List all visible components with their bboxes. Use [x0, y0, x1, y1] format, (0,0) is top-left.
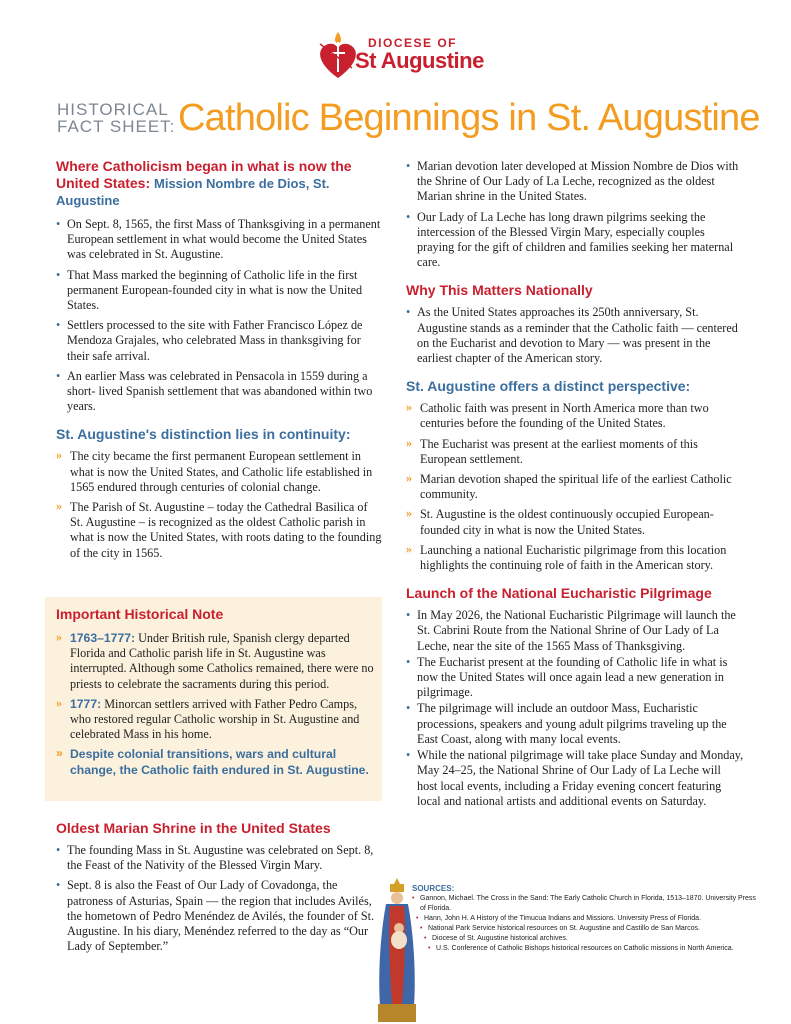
section-heading: Why This Matters Nationally [406, 282, 593, 299]
section-heading: Where Catholicism began in what is now the United States: Mission Nombre de Dios, St. Augustine [56, 158, 352, 208]
sources-label: SOURCES: [412, 884, 455, 893]
source-item: • Diocese of St. Augustine historical archives. [424, 934, 757, 944]
section-oldest-marian-shrine [56, 820, 376, 959]
section-heading: Oldest Marian Shrine in the United States [56, 820, 331, 836]
section-heading: St. Augustine's distinction lies in continuity: [56, 426, 351, 443]
list-item: • While the national pilgrimage will take place Sunday and Monday, May 24–25, the National Shrine of Our Lady of La Leche will host local events, including a Friday evening concert featuring local and national artists and additional events on Saturday. [406, 748, 744, 809]
section-where-catholicism-began [56, 158, 382, 414]
list-item: » 1777: Minorcan settlers arrived with Father Pedro Camps, who restored regular Catholic worship in St. Augustine and celebrated Mass in his home. [56, 697, 376, 743]
list-item: • The Eucharist present at the founding of Catholic life in what is now the United States will once again lead a new generation in pilgrimage. [406, 655, 744, 701]
list-item: • The pilgrimage will include an outdoor Mass, Eucharistic processions, speakers and young adult pilgrims traveling up the East Coast, along with many local events. [406, 701, 744, 747]
list-item: » Marian devotion shaped the spiritual life of the earliest Catholic community. [406, 472, 744, 502]
list-item: • Sept. 8 is also the Feast of Our Lady of Covadonga, the patroness of Asturias, Spain — the region that includes Avilés, the hometown of Pedro Menéndez de Avilés, the founder of St. Augustine. In his diary, Menéndez referred to the day as “Our Lady of September.” [56, 878, 376, 954]
logo-text-st-augustine: St Augustine [355, 48, 484, 73]
list-item: • An earlier Mass was celebrated in Pensacola in 1559 during a short- lived Spanish settlement that was abandoned within two years. [56, 369, 382, 415]
list-item: » 1763–1777: Under British rule, Spanish clergy departed Florida and Catholic parish life in St. Augustine was interrupted. Although some Catholics remained, there were no priests to celebrate the sacraments during this period. [56, 631, 376, 692]
source-item: • National Park Service historical resources on St. Augustine and Castillo de San Marcos. [420, 924, 757, 934]
note-heading: Important Historical Note [56, 606, 224, 622]
logo-text-diocese: DIOCESE OF [368, 36, 458, 50]
left-column [56, 158, 382, 573]
list-item: » The Eucharist was present at the earliest moments of this European settlement. [406, 437, 744, 467]
list-item: • That Mass marked the beginning of Catholic life in the first permanent European-founded city in what is now the United States. [56, 268, 382, 314]
source-item: • Gannon, Michael. The Cross in the Sand: The Early Catholic Church in Florida, 1513–1870. University Press of Florida. [412, 894, 757, 914]
section-pilgrimage-launch [406, 585, 744, 809]
section-continuity [56, 426, 382, 560]
historical-note [56, 606, 376, 783]
right-column [406, 159, 744, 821]
bullet-list [406, 608, 744, 809]
section-heading: St. Augustine offers a distinct perspective: [406, 378, 691, 395]
page-title: Catholic Beginnings in St. Augustine [178, 97, 760, 139]
section-heading: Launch of the National Eucharistic Pilgrimage [406, 585, 712, 602]
sources-list [412, 884, 757, 954]
list-item: • Our Lady of La Leche has long drawn pilgrims seeking the intercession of the Blessed Virgin Mary, especially couples praying for the gift of children and families seeking her maternal care. [406, 210, 744, 271]
chevron-list [56, 631, 376, 778]
list-item: • The founding Mass in St. Augustine was celebrated on Sept. 8, the Feast of the Nativity of the Blessed Virgin Mary. [56, 843, 376, 873]
list-item: • Settlers processed to the site with Father Francisco López de Mendoza Grajales, who celebrated Mass in thanksgiving for their safe arrival. [56, 318, 382, 364]
bullet-list [406, 159, 744, 270]
section-marian-devotion [406, 159, 744, 270]
list-item: » The city became the first permanent European settlement in what is now the United States, and Catholic life established in 1565 endured through centuries of colonial change. [56, 449, 382, 495]
section-distinct-perspective [406, 378, 744, 573]
list-item: » St. Augustine is the oldest continuously occupied European-founded city in what is now the United States. [406, 507, 744, 537]
source-item: • U.S. Conference of Catholic Bishops historical resources on Catholic missions in North America. [428, 944, 757, 954]
bullet-list [56, 217, 382, 414]
section-why-this-matters [406, 282, 744, 366]
list-item: • As the United States approaches its 250th anniversary, St. Augustine stands as a reminder that the Catholic faith — centered on the Eucharist and devotion to Mary — was present in the earliest chapter of the American story. [406, 305, 744, 366]
chevron-list [56, 449, 382, 560]
list-item: • On Sept. 8, 1565, the first Mass of Thanksgiving in a permanent European settlement in what would become the United States was celebrated in St. Augustine. [56, 217, 382, 263]
bullet-list [56, 843, 376, 954]
source-item: • Hann, John H. A History of the Timucua Indians and Missions. University Press of Florida. [416, 914, 757, 924]
list-item: » Launching a national Eucharistic pilgrimage from this location highlights the continuing role of faith in the American story. [406, 543, 744, 573]
header-kicker: HISTORICAL FACT SHEET: [57, 100, 176, 136]
list-item: » Catholic faith was present in North America more than two centuries before the founding of the United States. [406, 401, 744, 431]
bullet-list [406, 305, 744, 366]
list-item: » Despite colonial transitions, wars and cultural change, the Catholic faith endured in St. Augustine. [56, 747, 376, 777]
list-item: • Marian devotion later developed at Mission Nombre de Dios with the Shrine of Our Lady of La Leche, recognized as the oldest Marian shrine in the United States. [406, 159, 744, 205]
chevron-list [406, 401, 744, 573]
list-item: » The Parish of St. Augustine – today the Cathedral Basilica of St. Augustine – is recognized as the oldest Catholic parish in what is now the United States, with roots dating to the founding of the city in 1565. [56, 500, 382, 561]
list-item: • In May 2026, the National Eucharistic Pilgrimage will launch the St. Cabrini Route from the National Shrine of Our Lady of La Leche, near the site of the 1565 Mass of Thanksgiving. [406, 608, 744, 654]
